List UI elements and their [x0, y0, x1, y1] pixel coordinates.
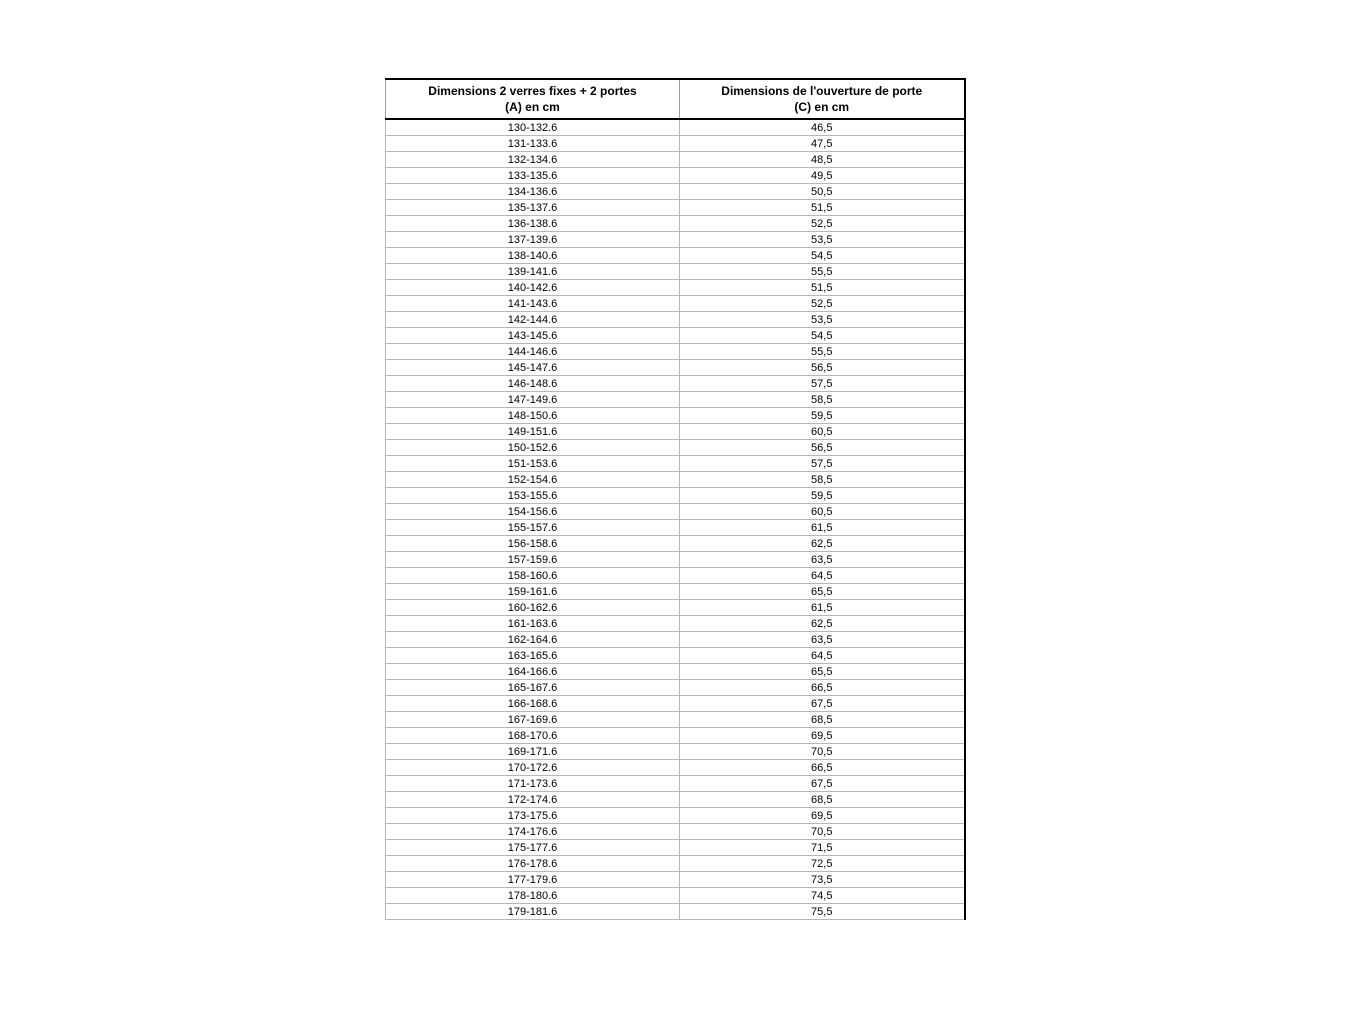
dimensions-table-container: [385, 78, 964, 920]
table-row: [386, 808, 965, 824]
table-cell: 52,5: [680, 216, 965, 232]
table-cell: 151-153.6: [386, 456, 680, 472]
table-cell: 178-180.6: [386, 888, 680, 904]
table-row: [386, 328, 965, 344]
table-cell: 73,5: [680, 872, 965, 888]
table-row: [386, 456, 965, 472]
table-cell: 132-134.6: [386, 152, 680, 168]
table-cell: 145-147.6: [386, 360, 680, 376]
table-cell: 164-166.6: [386, 664, 680, 680]
table-cell: 66,5: [680, 680, 965, 696]
table-cell: 65,5: [680, 584, 965, 600]
table-row: [386, 856, 965, 872]
column-header-ouverture-c: [680, 79, 965, 119]
table-cell: 168-170.6: [386, 728, 680, 744]
table-row: [386, 904, 965, 920]
table-cell: 67,5: [680, 696, 965, 712]
table-cell: 59,5: [680, 488, 965, 504]
table-cell: 166-168.6: [386, 696, 680, 712]
table-cell: 65,5: [680, 664, 965, 680]
column-header-c-line1: Dimensions de l'ouverture de porte: [721, 84, 923, 98]
table-cell: 143-145.6: [386, 328, 680, 344]
table-row: [386, 504, 965, 520]
table-row: [386, 440, 965, 456]
table-cell: 136-138.6: [386, 216, 680, 232]
table-cell: 68,5: [680, 792, 965, 808]
table-cell: 52,5: [680, 296, 965, 312]
table-row: [386, 696, 965, 712]
table-cell: 174-176.6: [386, 824, 680, 840]
table-cell: 139-141.6: [386, 264, 680, 280]
table-cell: 156-158.6: [386, 536, 680, 552]
table-cell: 60,5: [680, 424, 965, 440]
table-cell: 148-150.6: [386, 408, 680, 424]
table-cell: 62,5: [680, 616, 965, 632]
column-header-c-line2: (C) en cm: [794, 100, 850, 115]
table-cell: 142-144.6: [386, 312, 680, 328]
column-header-dimensions-a: [386, 79, 680, 119]
table-row: [386, 184, 965, 200]
table-row: [386, 200, 965, 216]
table-row: [386, 424, 965, 440]
table-cell: 160-162.6: [386, 600, 680, 616]
table-cell: 167-169.6: [386, 712, 680, 728]
table-row: [386, 408, 965, 424]
column-header-a-line2: (A) en cm: [505, 100, 560, 115]
table-row: [386, 568, 965, 584]
table-row: [386, 744, 965, 760]
table-cell: 58,5: [680, 392, 965, 408]
table-cell: 176-178.6: [386, 856, 680, 872]
table-cell: 131-133.6: [386, 136, 680, 152]
table-cell: 165-167.6: [386, 680, 680, 696]
table-cell: 162-164.6: [386, 632, 680, 648]
table-row: [386, 760, 965, 776]
table-row: [386, 600, 965, 616]
table-cell: 71,5: [680, 840, 965, 856]
table-row: [386, 344, 965, 360]
table-cell: 138-140.6: [386, 248, 680, 264]
table-cell: 53,5: [680, 312, 965, 328]
table-cell: 51,5: [680, 200, 965, 216]
table-cell: 175-177.6: [386, 840, 680, 856]
table-cell: 74,5: [680, 888, 965, 904]
table-cell: 140-142.6: [386, 280, 680, 296]
table-cell: 170-172.6: [386, 760, 680, 776]
table-cell: 63,5: [680, 552, 965, 568]
table-cell: 154-156.6: [386, 504, 680, 520]
table-cell: 63,5: [680, 632, 965, 648]
table-header: [386, 79, 965, 119]
table-cell: 157-159.6: [386, 552, 680, 568]
table-header-row: [386, 79, 965, 119]
table-row: [386, 520, 965, 536]
table-row: [386, 376, 965, 392]
table-cell: 70,5: [680, 744, 965, 760]
column-header-a-line1: Dimensions 2 verres fixes + 2 portes: [428, 84, 637, 98]
table-body: [386, 119, 965, 920]
table-cell: 158-160.6: [386, 568, 680, 584]
table-row: [386, 536, 965, 552]
table-row: [386, 488, 965, 504]
table-cell: 46,5: [680, 119, 965, 136]
table-cell: 144-146.6: [386, 344, 680, 360]
table-cell: 159-161.6: [386, 584, 680, 600]
table-row: [386, 248, 965, 264]
table-cell: 146-148.6: [386, 376, 680, 392]
table-cell: 48,5: [680, 152, 965, 168]
table-cell: 153-155.6: [386, 488, 680, 504]
table-cell: 141-143.6: [386, 296, 680, 312]
table-cell: 173-175.6: [386, 808, 680, 824]
table-cell: 152-154.6: [386, 472, 680, 488]
table-cell: 47,5: [680, 136, 965, 152]
table-cell: 135-137.6: [386, 200, 680, 216]
table-row: [386, 872, 965, 888]
table-cell: 51,5: [680, 280, 965, 296]
table-row: [386, 648, 965, 664]
table-cell: 61,5: [680, 600, 965, 616]
table-cell: 147-149.6: [386, 392, 680, 408]
table-cell: 179-181.6: [386, 904, 680, 920]
table-cell: 169-171.6: [386, 744, 680, 760]
table-row: [386, 552, 965, 568]
table-row: [386, 664, 965, 680]
table-cell: 60,5: [680, 504, 965, 520]
table-cell: 54,5: [680, 328, 965, 344]
table-row: [386, 232, 965, 248]
table-row: [386, 264, 965, 280]
table-cell: 137-139.6: [386, 232, 680, 248]
table-row: [386, 472, 965, 488]
table-cell: 64,5: [680, 568, 965, 584]
table-row: [386, 136, 965, 152]
table-cell: 172-174.6: [386, 792, 680, 808]
table-cell: 55,5: [680, 344, 965, 360]
table-row: [386, 824, 965, 840]
table-cell: 69,5: [680, 808, 965, 824]
table-row: [386, 296, 965, 312]
table-cell: 177-179.6: [386, 872, 680, 888]
table-cell: 163-165.6: [386, 648, 680, 664]
table-cell: 67,5: [680, 776, 965, 792]
table-cell: 130-132.6: [386, 119, 680, 136]
table-cell: 56,5: [680, 360, 965, 376]
table-cell: 70,5: [680, 824, 965, 840]
table-row: [386, 216, 965, 232]
table-row: [386, 840, 965, 856]
table-row: [386, 616, 965, 632]
table-cell: 55,5: [680, 264, 965, 280]
table-row: [386, 119, 965, 136]
table-row: [386, 280, 965, 296]
table-row: [386, 680, 965, 696]
table-cell: 57,5: [680, 456, 965, 472]
table-cell: 61,5: [680, 520, 965, 536]
table-cell: 62,5: [680, 536, 965, 552]
table-cell: 75,5: [680, 904, 965, 920]
table-row: [386, 888, 965, 904]
table-row: [386, 312, 965, 328]
table-cell: 49,5: [680, 168, 965, 184]
table-row: [386, 360, 965, 376]
table-row: [386, 584, 965, 600]
table-cell: 171-173.6: [386, 776, 680, 792]
table-cell: 66,5: [680, 760, 965, 776]
table-cell: 149-151.6: [386, 424, 680, 440]
table-cell: 134-136.6: [386, 184, 680, 200]
table-cell: 53,5: [680, 232, 965, 248]
table-cell: 155-157.6: [386, 520, 680, 536]
table-cell: 69,5: [680, 728, 965, 744]
table-cell: 58,5: [680, 472, 965, 488]
table-row: [386, 152, 965, 168]
dimensions-table: [385, 78, 966, 920]
table-row: [386, 712, 965, 728]
table-row: [386, 392, 965, 408]
table-cell: 150-152.6: [386, 440, 680, 456]
table-cell: 161-163.6: [386, 616, 680, 632]
table-row: [386, 792, 965, 808]
table-cell: 72,5: [680, 856, 965, 872]
table-cell: 59,5: [680, 408, 965, 424]
table-cell: 54,5: [680, 248, 965, 264]
table-row: [386, 632, 965, 648]
table-cell: 56,5: [680, 440, 965, 456]
table-cell: 64,5: [680, 648, 965, 664]
table-row: [386, 776, 965, 792]
table-cell: 57,5: [680, 376, 965, 392]
table-cell: 133-135.6: [386, 168, 680, 184]
table-cell: 68,5: [680, 712, 965, 728]
table-cell: 50,5: [680, 184, 965, 200]
table-row: [386, 168, 965, 184]
table-row: [386, 728, 965, 744]
